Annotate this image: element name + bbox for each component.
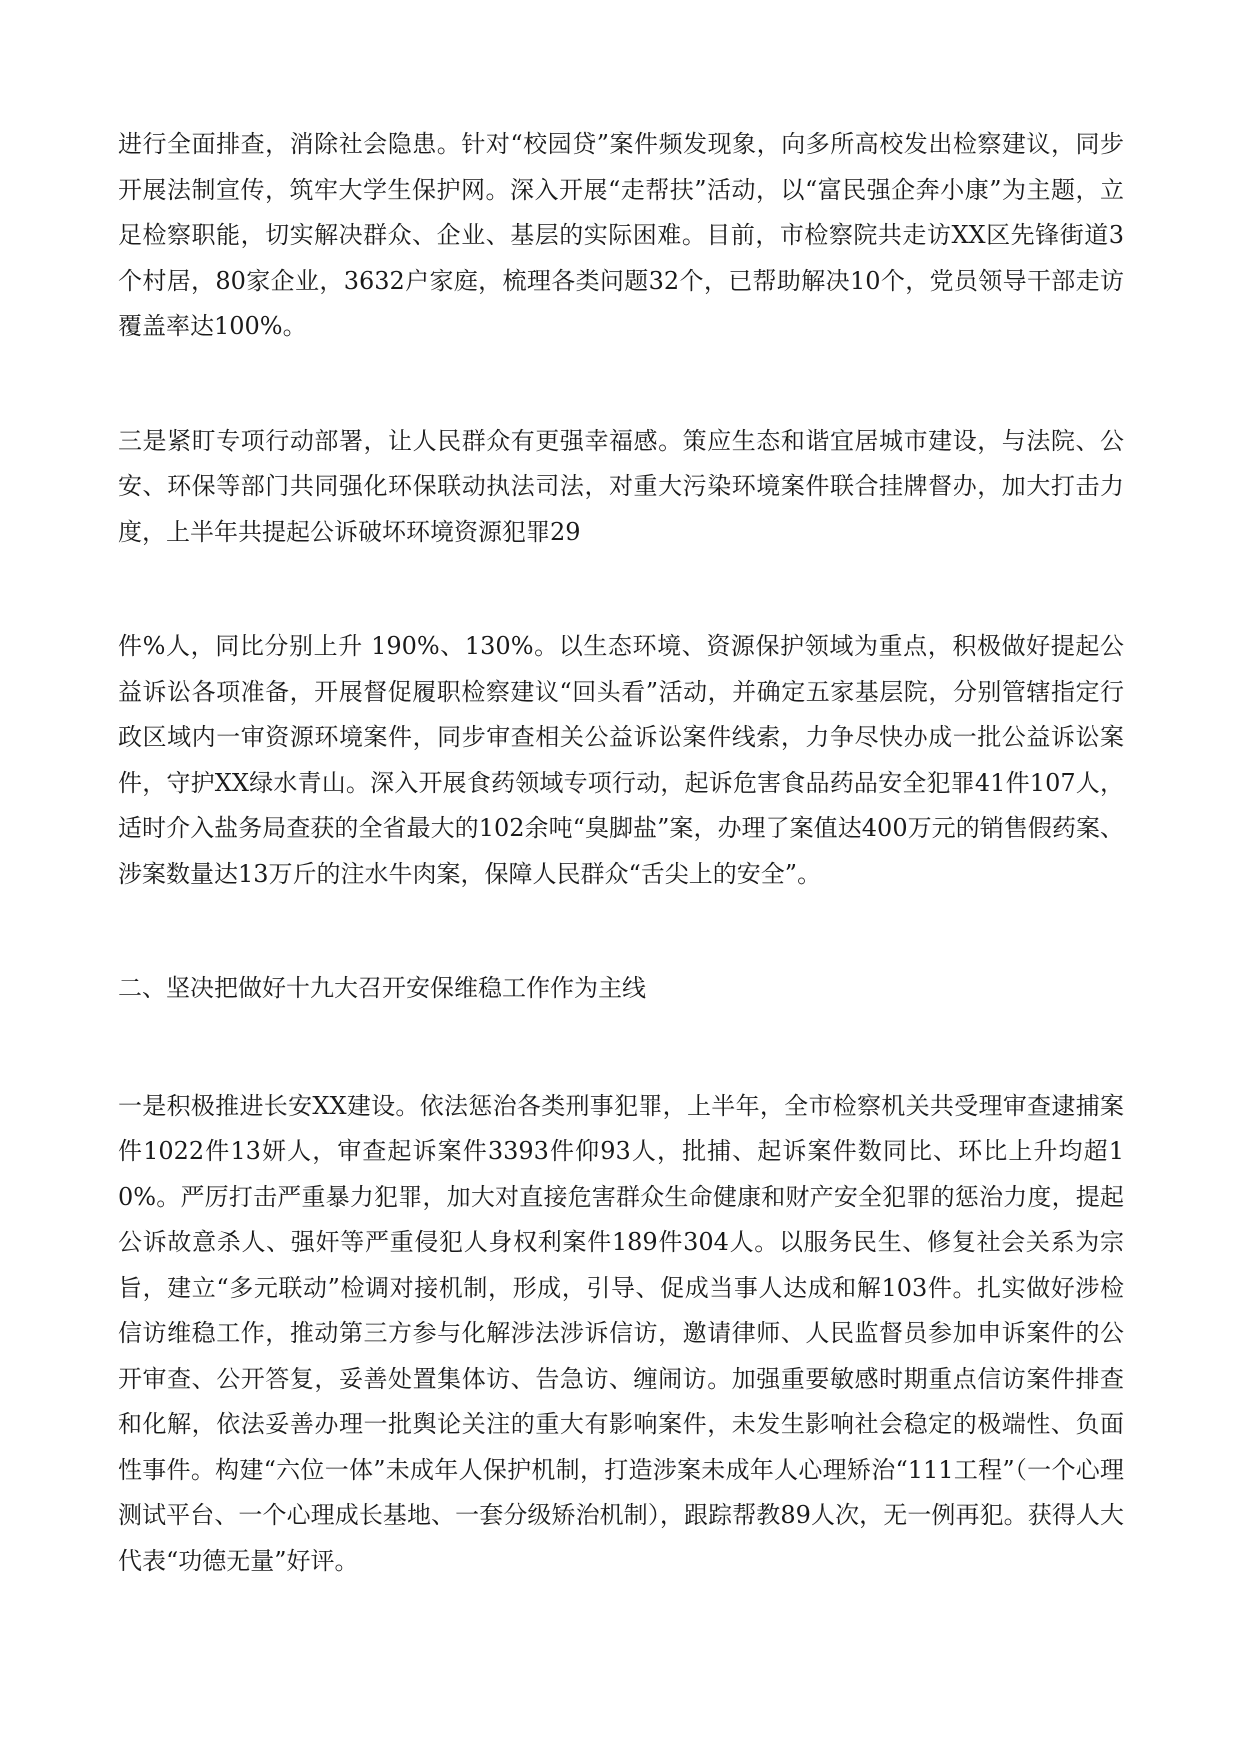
document-body bbox=[118, 122, 1124, 1584]
paragraph-special-action: 三是紧盯专项行动部署，让人民群众有更强幸福感。策应生态和谐宜居城市建设，与法院、公安、环保等部门共同强化环保联动执法司法，对重大污染环境案件联合挂牌督办，加大打击力度，上半年共提起公诉破坏环境资源犯罪29 bbox=[118, 426, 1124, 546]
paragraph-spacer bbox=[118, 350, 1124, 419]
paragraph-spacer bbox=[118, 555, 1124, 624]
section-heading-two: 二、坚决把做好十九大召开安保维稳工作作为主线 bbox=[118, 974, 646, 1002]
paragraph-spacer bbox=[118, 1012, 1124, 1084]
paragraph-campus-loan: 进行全面排查，消除社会隐患。针对“校园贷”案件频发现象，向多所高校发出检察建议，同步开展法制宣传，筑牢大学生保护网。深入开展“走帮扶”活动，以“富民强企奔小康”为主题，立足检察职能，切实解决群众、企业、基层的实际困难。目前，市检察院共走访XX区先锋街道3个村居，80家企业，3632户家庭，梳理各类问题32个，已帮助解决10个，党员领导干部走访覆盖率达100%。 bbox=[118, 130, 1124, 340]
paragraph-spacer bbox=[118, 897, 1124, 966]
paragraph-changan-construction: 一是积极推进长安XX建设。依法惩治各类刑事犯罪，上半年，全市检察机关共受理审查逮捕案件1022件13妍人，审查起诉案件3393件仰93人，批捕、起诉案件数同比、环比上升均超10%。严厉打击严重暴力犯罪，加大对直接危害群众生命健康和财产安全犯罪的惩治力度，提起公诉故意杀人、强奸等严重侵犯人身权利案件189件304人。以服务民生、修复社会关系为宗旨，建立“多元联动”检调对接机制，形成，引导、促成当事人达成和解103件。扎实做好涉检信访维稳工作，推动第三方参与化解涉法涉诉信访，邀请律师、人民监督员参加申诉案件的公开审查、公开答复，妥善处置集体访、告急访、缠闹访。加强重要敏感时期重点信访案件排查和化解，依法妥善办理一批舆论关注的重大有影响案件，未发生影响社会稳定的极端性、负面性事件。构建“六位一体”未成年人保护机制，打造涉案未成年人心理矫治“111工程”（一个心理测试平台、一个心理成长基地、一套分级矫治机制），跟踪帮教89人次，无一例再犯。获得人大代表“功德无量”好评。 bbox=[118, 1091, 1124, 1575]
paragraph-environment: 件%人，同比分别上升 190%、130%。以生态环境、资源保护领域为重点，积极做好提起公益诉讼各项准备，开展督促履职检察建议“回头看”活动，并确定五家基层院，分别管辖指定行政区域内一审资源环境案件，同步审查相关公益诉讼案件线索，力争尽快办成一批公益诉讼案件，守护XX绿水青山。深入开展食药领域专项行动，起诉危害食品药品安全犯罪41件107人，适时介入盐务局查获的全省最大的102余吨“臭脚盐”案，办理了案值达400万元的销售假药案、涉案数量达13万斤的注水牛肉案，保障人民群众“舌尖上的安全”。 bbox=[118, 632, 1124, 888]
